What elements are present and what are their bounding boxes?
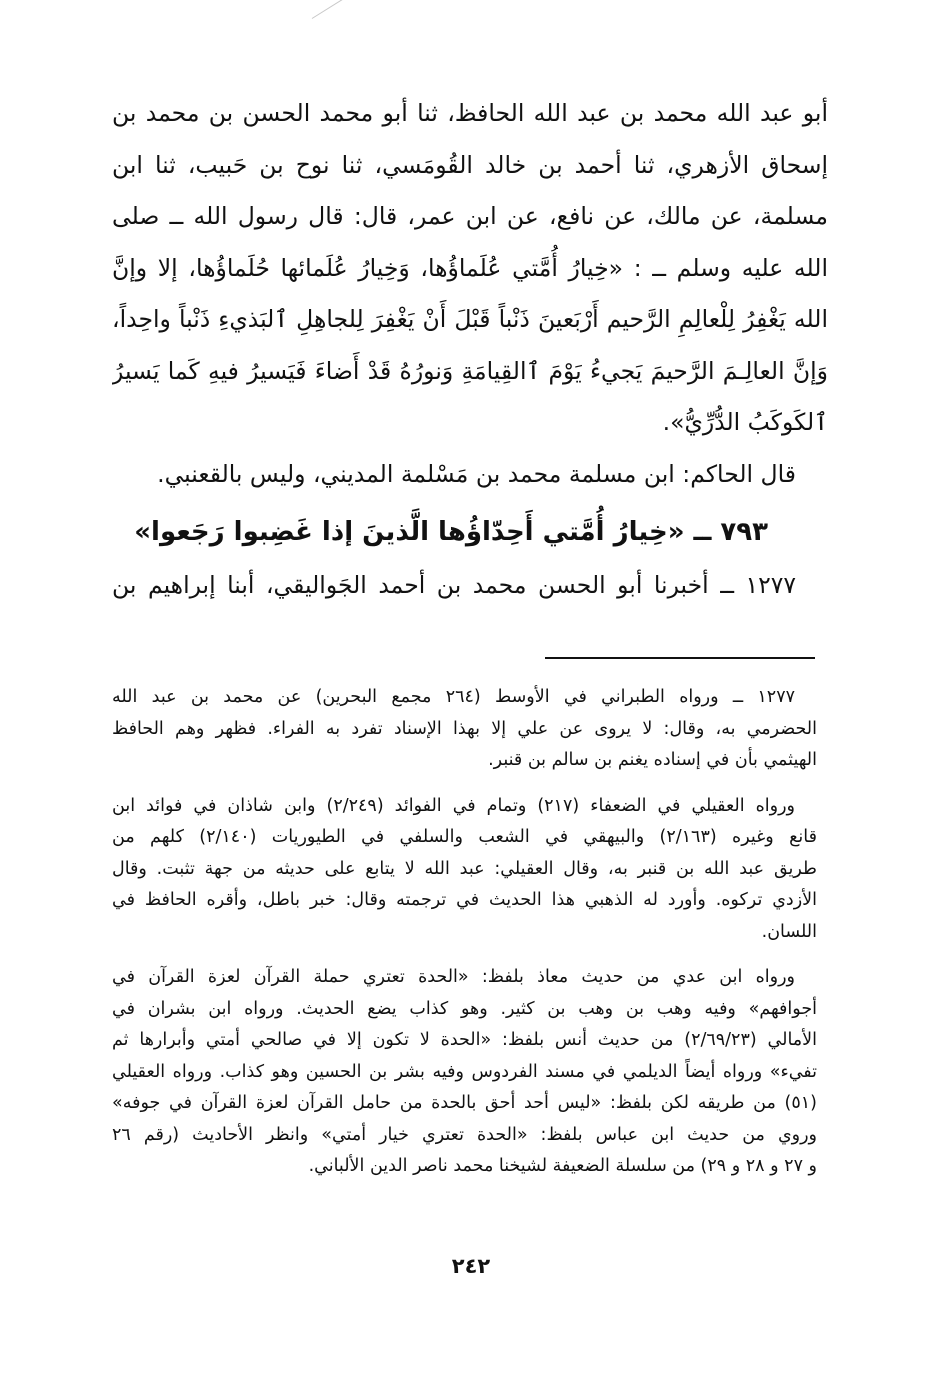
main-text-line: وَإنَّ العالِـمَ الرَّحيمَ يَجيءُ يَوْمَ ٱالقِيامَةِ وَنورُهُ قَدْ أَضاءَ فَيَسيرُ فيهِ كَما يَسيرُ bbox=[112, 356, 828, 385]
footnote-line: الحضرمي به، وقال: لا يروى عن علي إلا بهذا الإسناد تفرد به الفراء. فظهر وهم الحافظ bbox=[112, 718, 817, 739]
paragraph-gap bbox=[112, 777, 817, 791]
footnote-line: الهيثمي بأن في إسناده يغنم بن سالم بن قنبر. bbox=[488, 750, 817, 770]
footnote-divider bbox=[545, 657, 815, 659]
footnote-line: ورواه ابن عدي من حديث معاذ بلفظ: «الحدة تعتري حملة القرآن لعزة القرآن في bbox=[112, 967, 795, 987]
footnote-line: (٥١) من طريقه لكن بلفظ: «ليس أحد أحق بالحدة من حامل القرآن لعزة القرآن في جوفه» bbox=[112, 1093, 817, 1113]
hakim-comment: قال الحاكم: ابن مسلمة محمد بن مَسْلمة المديني، وليس بالقعنبي. bbox=[157, 459, 796, 488]
footnote-line: تفيء» ورواه أيضاً الديلمي في مسند الفردوس وفيه بشر بن الحسين وهو كذاب. ورواه العقيلي bbox=[112, 1061, 817, 1082]
hadith-continuation bbox=[112, 560, 796, 612]
footnote-line: اللسان. bbox=[761, 921, 817, 942]
next-hadith-line: ١٢٧٧ ــ أخبرنا أبو الحسن محمد بن أحمد الجَواليقي، أبنا إبراهيم بن bbox=[112, 571, 796, 599]
main-text-line: الله عليه وسلم ــ : «خِيارُ أُمَّتي عُلَماؤُها، وَخِيارُ عُلَمائها حُلَماؤُها، إلا وإنَّ bbox=[112, 253, 828, 282]
main-text-line: إسحاق الأزهري، ثنا أحمد بن خالد القُومَسي، ثنا نوح بن حَبيب، ثنا ابن bbox=[112, 150, 828, 179]
footnote-line: و ٢٧ و ٢٨ و ٢٩) من سلسلة الضعيفة لشيخنا محمد ناصر الدين الألباني. bbox=[308, 1156, 817, 1176]
footnote-line: أجوافهم» وفيه وهب بن وهب بن كثير. وهو كذاب يضع الحديث. ورواه ابن بشران في bbox=[112, 998, 817, 1019]
main-text-line: أبو عبد الله محمد بن عبد الله الحافظ، ثنا أبو محمد الحسن بن محمد بن bbox=[112, 99, 828, 127]
page-number: ٢٤٢ bbox=[451, 1254, 491, 1278]
footnote-paragraph bbox=[112, 962, 817, 1183]
footnotes bbox=[112, 682, 817, 1183]
scan-mark bbox=[312, 0, 357, 19]
footnote-line: الأمالي (٢/٦٩/٢٣) من حديث أنس بلفظ: «الحدة لا تكون إلا في صالحي أمتي وأبرارها ثم bbox=[112, 1030, 817, 1050]
main-text-line: ٱلكَوكَبُ الدُّرِّيُّ». bbox=[662, 408, 828, 436]
footnote-line: وروي من حديث ابن عباس بلفظ: «الحدة تعتري خيار أمتي» وانظر الأحاديث (رقم ٢٦ bbox=[112, 1124, 817, 1145]
footnote-paragraph bbox=[112, 791, 817, 949]
hadith-heading: ٧٩٣ ــ «خِيارُ أُمَّتي أَحِدّاؤُها الَّذينَ إذا غَضِبوا رَجَعوا» bbox=[134, 517, 768, 547]
footnote-line: طريق عبد الله بن قنبر به، وقال العقيلي: عبد الله لا يتابع على حديثه من جهة تثبت. وقال bbox=[112, 858, 817, 879]
footnote-line: قانع وغيره (٢/١٦٣) والبيهقي في الشعب والسلفي في الطيوريات (٢/١٤٠) كلهم من bbox=[112, 827, 817, 847]
footnote-line: ورواه العقيلي في الضعفاء (٢١٧) وتمام في الفوائد (٢/٢٤٩) وابن شاذان في فوائد ابن bbox=[112, 795, 796, 816]
main-text-line: الله يَغْفِرُ لِلْعالِمِ الرَّحيم أَرْبَعينَ ذَنْباً قَبْلَ أَنْ يَغْفِرَ لِلجاهِلِ ٱلبَذيءِ ذَنْباً واحِداً، bbox=[112, 305, 828, 333]
main-text-block bbox=[112, 88, 828, 500]
footnote-paragraph bbox=[112, 682, 817, 777]
footnote-line: الأزدي تركوه. وأورد له الذهبي هذا الحديث في ترجمته وقال: خبر باطل، وأقره الحافظ في bbox=[112, 890, 817, 910]
main-text-line: مسلمة، عن مالك، عن نافع، عن ابن عمر، قال: قال رسول الله ــ صلى bbox=[112, 202, 828, 230]
paragraph-gap bbox=[112, 948, 817, 962]
footnote-line: ١٢٧٧ ــ ورواه الطبراني في الأوسط (٢٦٤ مجمع البحرين) عن محمد بن عبد الله bbox=[112, 687, 795, 707]
